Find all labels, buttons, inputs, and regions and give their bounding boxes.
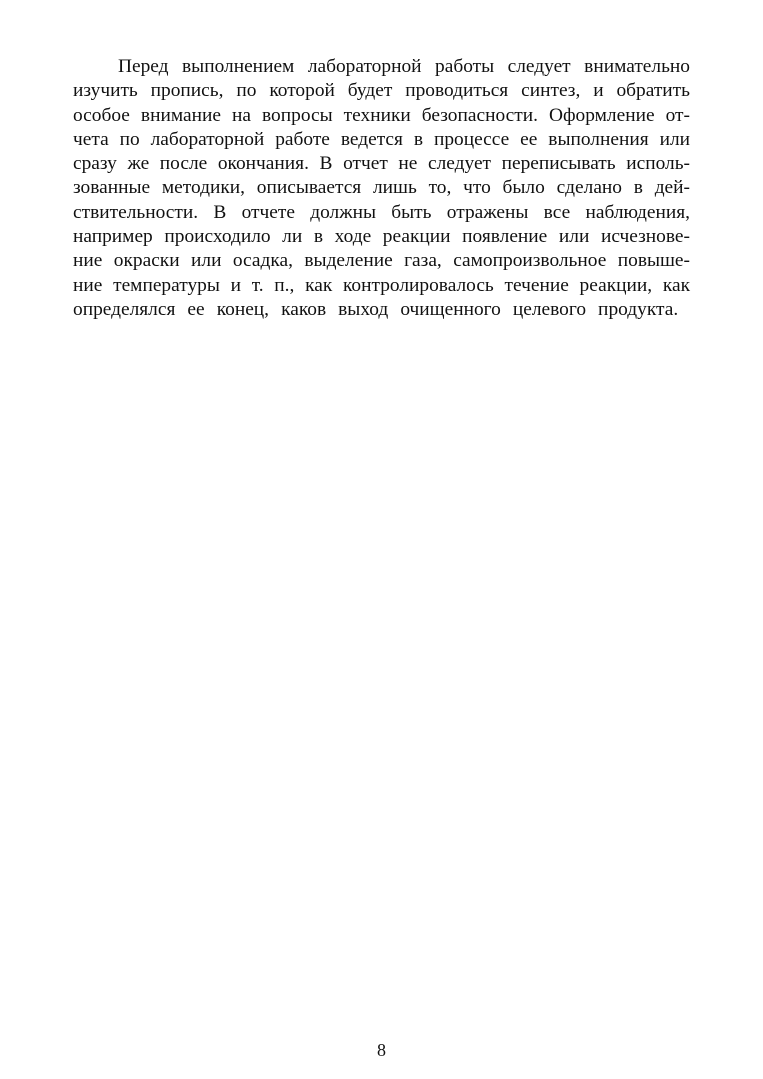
paragraph-line: зованные методики, описывается лишь то, что было сделано в дей- — [73, 177, 690, 199]
paragraph-line: ние окраски или осадка, выделение газа, самопроизвольное повыше- — [73, 250, 690, 272]
paragraph-line: определялся ее конец, каков выход очищенного целевого продукта. — [73, 298, 679, 320]
paragraph-line: сразу же после окончания. В отчет не следует переписывать исполь- — [73, 153, 690, 175]
paragraph-line: Перед выполнением лабораторной работы следует внимательно — [118, 56, 690, 77]
page-number: 8 — [377, 1040, 386, 1060]
paragraph-line: например происходило ли в ходе реакции появление или исчезнове- — [73, 226, 690, 248]
paragraph-line: изучить пропись, по которой будет проводиться синтез, и обратить — [73, 80, 690, 102]
paragraph-line: чета по лабораторной работе ведется в процессе ее выполнения или — [73, 128, 690, 150]
paragraph-line: ние температуры и т. п., как контролировалось течение реакции, как — [73, 274, 690, 296]
body-paragraph — [73, 55, 690, 322]
paragraph-line: особое внимание на вопросы техники безопасности. Оформление от- — [73, 104, 690, 126]
paragraph-line: ствительности. В отчете должны быть отражены все наблюдения, — [73, 201, 690, 223]
